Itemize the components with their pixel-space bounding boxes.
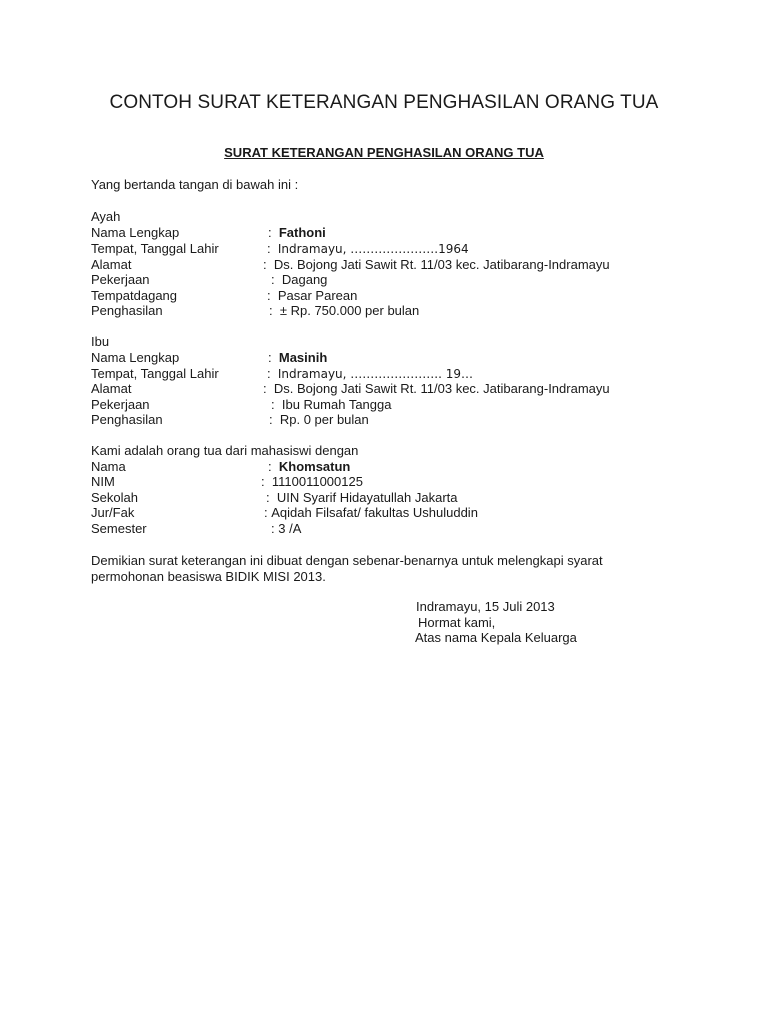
father-birth-value: Indramayu, ………………….1964 <box>277 242 469 256</box>
father-workplace-value: Pasar Parean <box>277 288 358 303</box>
mother-job-row <box>271 397 391 413</box>
mother-income-row <box>269 412 369 428</box>
mother-birth-value: Indramayu, ………………….. 19… <box>277 367 473 381</box>
signature-on-behalf: Atas nama Kepala Keluarga <box>415 630 577 645</box>
mother-address-row <box>263 381 610 397</box>
letter-heading: SURAT KETERANGAN PENGHASILAN ORANG TUA <box>224 145 544 160</box>
separator: : <box>268 350 272 365</box>
student-nim-label: NIM <box>91 474 115 489</box>
father-address-row <box>263 257 610 273</box>
student-school-label: Sekolah <box>91 490 138 505</box>
student-name-row <box>268 459 350 475</box>
mother-name-value: Masinih <box>278 350 328 365</box>
separator: : <box>271 272 275 287</box>
father-income-label: Penghasilan <box>91 303 163 318</box>
mother-birth-label: Tempat, Tanggal Lahir <box>91 366 219 381</box>
student-nim-value: 1110011000125 <box>271 474 363 489</box>
separator: : <box>266 490 270 505</box>
student-semester-value: 3 /A <box>278 521 302 536</box>
father-birth-row <box>267 241 469 257</box>
father-job-value: Dagang <box>281 272 328 287</box>
father-address-label: Alamat <box>91 257 132 272</box>
father-section-label: Ayah <box>91 209 121 224</box>
mother-birth-row <box>267 366 473 382</box>
separator: : <box>261 474 265 489</box>
student-name-value: Khomsatun <box>278 459 351 474</box>
father-income-row <box>269 303 419 319</box>
father-income-value: ± Rp. 750.000 per bulan <box>279 303 420 318</box>
mother-income-value: Rp. 0 per bulan <box>279 412 369 427</box>
signature-place-date: Indramayu, 15 Juli 2013 <box>416 599 555 614</box>
father-job-row <box>271 272 327 288</box>
father-job-label: Pekerjaan <box>91 272 150 287</box>
separator: : <box>263 381 267 396</box>
mother-address-label: Alamat <box>91 381 132 396</box>
mother-address-value: Ds. Bojong Jati Sawit Rt. 11/03 kec. Jatibarang-Indramayu <box>273 381 610 396</box>
student-major-label: Jur/Fak <box>91 505 135 520</box>
mother-income-label: Penghasilan <box>91 412 163 427</box>
father-name-row <box>268 225 326 241</box>
student-semester-row <box>271 521 301 537</box>
intro-text: Yang bertanda tangan di bawah ini : <box>91 177 299 192</box>
signature-regards: Hormat kami, <box>418 615 496 630</box>
student-name-label: Nama <box>91 459 126 474</box>
separator: : <box>269 412 273 427</box>
mother-section-label: Ibu <box>91 334 110 349</box>
mother-name-row <box>268 350 327 366</box>
separator: : <box>269 303 273 318</box>
separator: : <box>268 459 272 474</box>
separator: : <box>271 521 275 536</box>
separator: : <box>271 397 275 412</box>
separator: : <box>263 257 267 272</box>
separator: : <box>264 505 268 520</box>
father-workplace-row <box>267 288 357 304</box>
father-workplace-label: Tempatdagang <box>91 288 178 303</box>
student-school-row <box>266 490 458 506</box>
student-major-row <box>264 505 478 521</box>
separator: : <box>267 366 271 381</box>
student-semester-label: Semester <box>91 521 147 536</box>
closing-line-2: permohonan beasiswa BIDIK MISI 2013. <box>91 569 326 584</box>
separator: : <box>267 241 271 256</box>
separator: : <box>267 288 271 303</box>
mother-name-label: Nama Lengkap <box>91 350 180 365</box>
student-nim-row <box>261 474 363 490</box>
student-intro: Kami adalah orang tua dari mahasiswi dengan <box>91 443 359 458</box>
closing-line-1: Demikian surat keterangan ini dibuat dengan sebenar-benarnya untuk melengkapi syarat <box>91 553 603 568</box>
mother-job-value: Ibu Rumah Tangga <box>281 397 392 412</box>
separator: : <box>268 225 272 240</box>
father-name-label: Nama Lengkap <box>91 225 180 240</box>
father-birth-label: Tempat, Tanggal Lahir <box>91 241 219 256</box>
student-major-value: Aqidah Filsafat/ fakultas Ushuluddin <box>271 505 478 520</box>
student-school-value: UIN Syarif Hidayatullah Jakarta <box>276 490 458 505</box>
father-name-value: Fathoni <box>278 225 326 240</box>
father-address-value: Ds. Bojong Jati Sawit Rt. 11/03 kec. Jatibarang-Indramayu <box>273 257 610 272</box>
mother-job-label: Pekerjaan <box>91 397 150 412</box>
document-title: CONTOH SURAT KETERANGAN PENGHASILAN ORANG TUA <box>109 92 659 113</box>
